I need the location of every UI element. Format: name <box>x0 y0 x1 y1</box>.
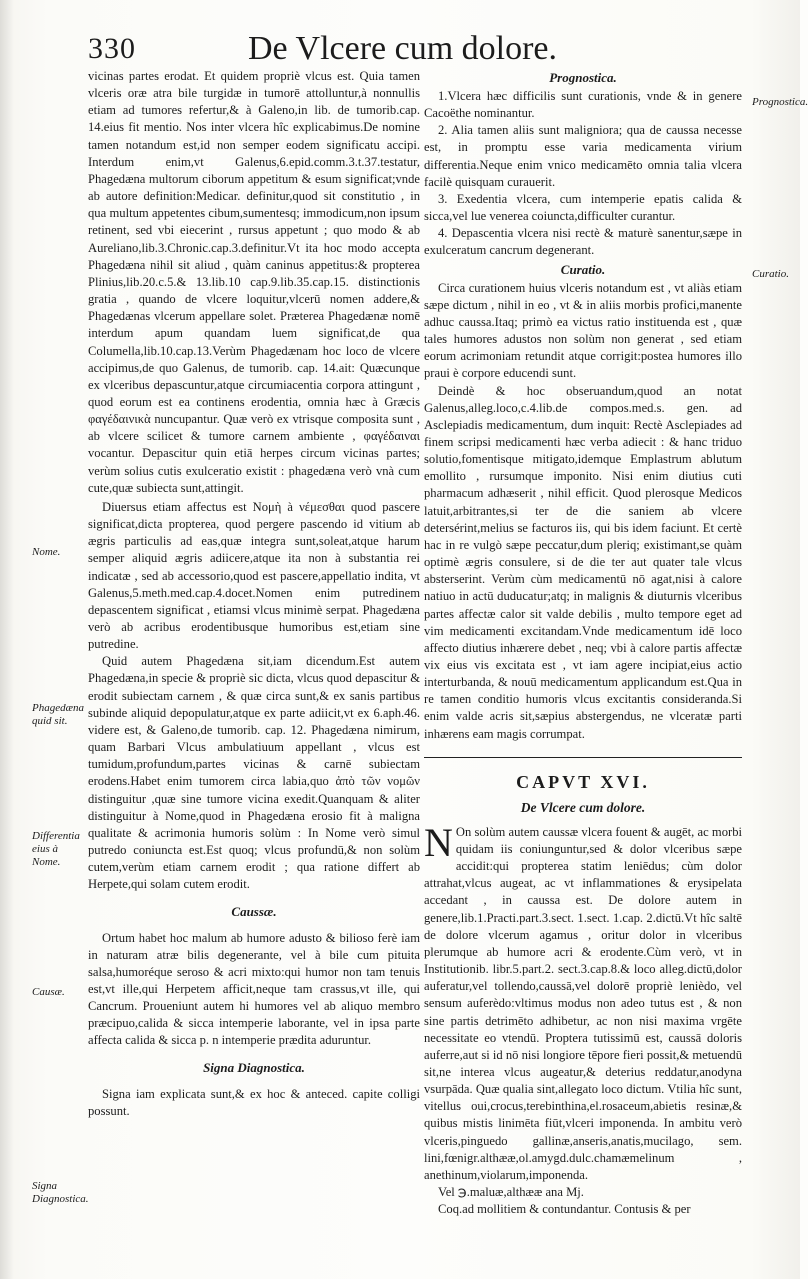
paragraph: Deindè & hoc obseruandum,quod an notat Galenus,alleg.loco,c.4.lib.de compos.med.s. gen. ad Asclepiadis medicamentum, dum inquit: Rectè Asclepiades ad finem scripsi medicamenti hæc verba adiecit : & hanc triduo solutio,fomentisque mitigato,idemque Emplastrum ablutum emollito , rursumque imponito. Nisi enim diutius cuti pharmacum adhæserit , nihil efficit. Quod plerosque Medicos latuit,arbitrantes,si ter de die saniem ab vlcere detersérint,melius se facturos iis, qui bis idem faciunt. Et certè hac in re vulgò sæpe peccatur,dum pleriq; existimant,se quàm optimè ægris consulere, si de die ter aut quater tale vlcus absterserint. Verùm cùm medicamentū nō agat,nisi à calore natiuo in actū duducatur;atq; in malignis & diuturnis vlceribus partes affectæ calor sit valde debilis , multo tempore eget ad vim medicamenti excitandam.Vnde medicamentum idē loco affecto diutius inhærere debet , neq; vbi à calore partis affectæ vix eius vis excitata est , vt iam agere incipiat,eius actio interturbanda, & nouū medicamentum applicandum est.Qua in re tamen conditio humoris vlcus excitantis consideranda.Si enim valde acris sit,sæpius abstergendus, ne vlceratæ parti inhærens eam magis corrumpat. <box>424 383 742 741</box>
section-heading-signa: Signa Diagnostica. <box>203 1059 305 1075</box>
paragraph: Circa curationem huius vlceris notandum est , vt aliàs etiam sæpe dictum , nihil in eo , vt & in aliis morbis profici,manente adhuc caussa.Itaq; primò ea victus ratio instituenda est , quæ tales humores adustos non solùm non generat , sed etiam eorum acrimoniam retundit atque corrigit:postea humores illo praui è corpore educendi sunt. <box>424 280 742 381</box>
chapter-opening-paragraph <box>424 819 742 1184</box>
section-heading-curatio: Curatio. <box>560 261 606 277</box>
chapter-divider <box>424 757 742 758</box>
paragraph: Quid autem Phagedæna sit,iam dicendum.Est autem Phagedæna,in specie & propriè sic dicta, vlcus quod depascitur & erodit subiectam carnem , & quæ circa sunt,& ex sanis partibus subinde aliquid depopulatur,atque ex parte adiicit,vt ex 6.aph.46. videre est, & Galeno,de tumorib. cap. 12. Phagedæna nimirum, quam Barbari Vlcus ambulatiuum appellant , vlcus est tumidum,profundum,partes vicinas & carnē subiectam erodens.Habet enim tumorem circa labia,quo ἀπὸ τῶν νομῶν distinguitur ,quæ sine tumore vicina exedit.Quanquam & aliter distinguitur à Nome,quod in Phagedæna erosio fit à maligna qualitate & acrimonia humoris solùm : In Nome verò simul putredo coniuncta est.Est quoq; vlcus profundū,& non solùm cutem,verùm etiam carnem erodit ; qua ratione differt ab Herpete,qui solam cutem erodit. <box>88 654 420 892</box>
paragraph: 2. Alia tamen aliis sunt maligniora; qua de caussa necesse est, in promptu esse varia medicamenta virium differentia.Neque enim vnico medicamēto omnia talia vlcera facilè quisquam curauerit. <box>424 123 742 189</box>
margin-note-causae: Causæ. <box>32 986 65 998</box>
margin-note-curatio: Curatio. <box>752 268 789 280</box>
chapter-subtitle: De Vlcere cum dolore. <box>520 799 646 815</box>
margin-note-signa: Signa Diagnostica. <box>32 1180 89 1205</box>
right-column <box>424 68 742 1218</box>
margin-note-phagedaena-quid: Phagedæna quid sit. <box>32 702 84 727</box>
paragraph: Signa iam explicata sunt,& ex hoc & anteced. capite colligi possunt. <box>88 1086 420 1118</box>
running-head <box>88 30 748 70</box>
section-heading-prognostica: Prognostica. <box>549 70 617 85</box>
paragraph: 4. Depascentia vlcera nisi rectè & maturè sanentur,sæpe in exulceratum cancrum degenerant. <box>424 226 742 258</box>
paragraph: Ortum habet hoc malum ab humore adusto & bilioso ferè iam in naturam atræ bilis degenerante, vel à bile cum pituita salsa,humoréque seroso & acri mixto:qui humor non tam tenuis est,vt ille,qui Herpetem afficit,neque tam crassus,vt ille, qui Cancrum. Proueniunt autem hi humores vel ab aliquo membro præcipuo,calida & sicca intemperie laborante, vel in ipsa parte affecta calida & sicca p. n intemperie prædita aduruntur. <box>88 930 420 1048</box>
drop-cap: N <box>424 819 453 865</box>
margin-note-differentia: Differentia eius à Nome. <box>32 830 80 868</box>
margin-note-nome: Nome. <box>32 546 61 558</box>
paragraph: 3. Exedentia vlcera, cum intemperie epatis calida & sicca,vel lue venerea coiuncta,difficulter curantur. <box>424 191 742 224</box>
page-number: 330 <box>88 32 136 65</box>
section-heading-causae: Caussæ. <box>231 903 277 919</box>
left-column <box>88 68 420 1120</box>
paragraph: Diuersus etiam affectus est Νομὴ à νέμεσθαι quod pascere significat,dicta propterea, quod pergere pascendo id vitium ab ægris particulis ad eas,quæ integra sunt,soleat,atque harum semper aliquid ægris adiicere,atque ita non à substantia rei indicatæ , sed ab accessorio,quod est pascere,appellatio indita, vt Galenus,5.meth.med.cap.4.docet.Nomen enim putredinem depascentem significat , etiamsi vlcus minimè serpat. Phagedæna verò ab acribus erodentibusque humoribus est,etiam sine putredine. <box>88 499 420 652</box>
page-title: De Vlcere cum dolore. <box>248 30 558 67</box>
chapter-heading: CAPVT XVI. <box>516 771 650 792</box>
paragraph-text: On solùm autem caussæ vlcera fouent & augēt, ac morbi quidam iis coniunguntur,sed & dolor vlceribus sæpe accidit:qui propterea statim leniēdus; cùm dolor attrahat,vlcus augeat, ac vt inflammationes & erysipelata accedant , in caussa est. De dolore autem in genere,lib.1.Practi.part.3.sect. 1.sect. 1.cap. 2.dictū.Vt hîc saltē de dolore vlcerum agamus , oritur dolor in vlceribus plerumque ab humore acri & erodente.Cùm verò, vt in Institutionib. libr.5.part.2. sect.3.cap.8.& loco alleg.dictū,dolor auferatur,vel tollendo,caussā,vel dolorē propriè lenièdo, vel sensum auferèdo:vltimus modus non adeo tutus est , & non sine partis detrimēto adhibetur, ac non nisi maxima vrgēte necessitate eo vtendū. Proptera tutissimū est, caussā doloris auferre,aut si id nō nisi longiore tēpore fieri possit,& metuendū sit,ne interea vlcus augeatur,& deterius reddatur,anodyna vsurpāda. Quæ qualia sint,allegato loco dictum. Vtilia hîc sunt, vitellus oui,crocus,terebinthina,el.rosaceum,abietis resinæ,& quibus mistis linimēta fiūt,vlceri imponenda. In ambitu verò vlceris,pinguedo gallinæ,anseris,anatis,mucilago, sem. lini,fœnigr.althææ,ol.amygd.dulc.chamæmelinum , anethinum,violarum,imponenda. <box>424 824 742 1182</box>
paragraph: vicinas partes erodat. Et quidem propriè vlcus est. Quia tamen vlceris oræ atra bile turgidæ in tumorē attolluntur,à nonnullis etiam ad tumores refertur,& à Galeno,in lib. de tumorib.cap. 14.eius fit mentio. Nos inter vlcera hîc explicabimus.De nomine tamen notandum est,id non semper eodem significatu accipi. Interdum enim,vt Galenus,6.epid.comm.3.t.37.testatur, Phagedæna multorum ciborum appetitum & esum significat;vnde ab autore definition:Medicar. definitur,quod sit constitutio , in qua multum appetentes cibum,sumentesq; immodicum,non ipsum retinent, sed vbi eiecerint , rursus appetunt ; quo modo & ab Aureliano,lib.3.Chronic.cap.3.definitur.Vt ita hoc modo accepta Phagedæna nihil sit aliud , quàm caninus appetitus:& propterea Plinius,lib.20.c.5.& 13.lib.10 cap.9.lib.35.cap.15. distinctionis gratia , quando de vlcere loquitur,vlcerū nomen addere,& Phagedænas vlcerum appellare solet. Præterea Phagedænæ nomē interdum apum quandam luem significat,de qua Columella,lib.10.cap.13.Verùm Phagedænam hoc loco de vlcere accipimus,de quo Galenus, de tumorib. cap. 14.ait: Quæcunque ex vlceribus depascuntur,atque circumiacentia corpora attingunt , quod eorum est ea continens erodentia, omnia hæc à Græcis φαγέδαινικὰ nuncupantur. Quæ verò ex vtrisque composita sunt , ab vlcere scilicet & tumore carnem ambiente , φαγέδαιναι vocantur. Depascitur quin etiā herpes circum vicinas partes; verùm solius cutis exulceratio existit : phagedæna verò vnà cum cute,quæ subiecta sunt,attingit. <box>88 69 420 495</box>
paragraph: 1.Vlcera hæc difficilis sunt curationis, vnde & in genere Cacoëthe nominantur. <box>424 89 742 121</box>
spine-shadow <box>0 0 14 1279</box>
margin-note-prognostica: Prognostica. <box>752 96 808 108</box>
recipe-line: Vel ℈.maluæ,althææ ana Mj. <box>438 1185 584 1200</box>
recipe-line: Coq.ad mollitiem & contundantur. Contusis & per <box>438 1202 691 1217</box>
